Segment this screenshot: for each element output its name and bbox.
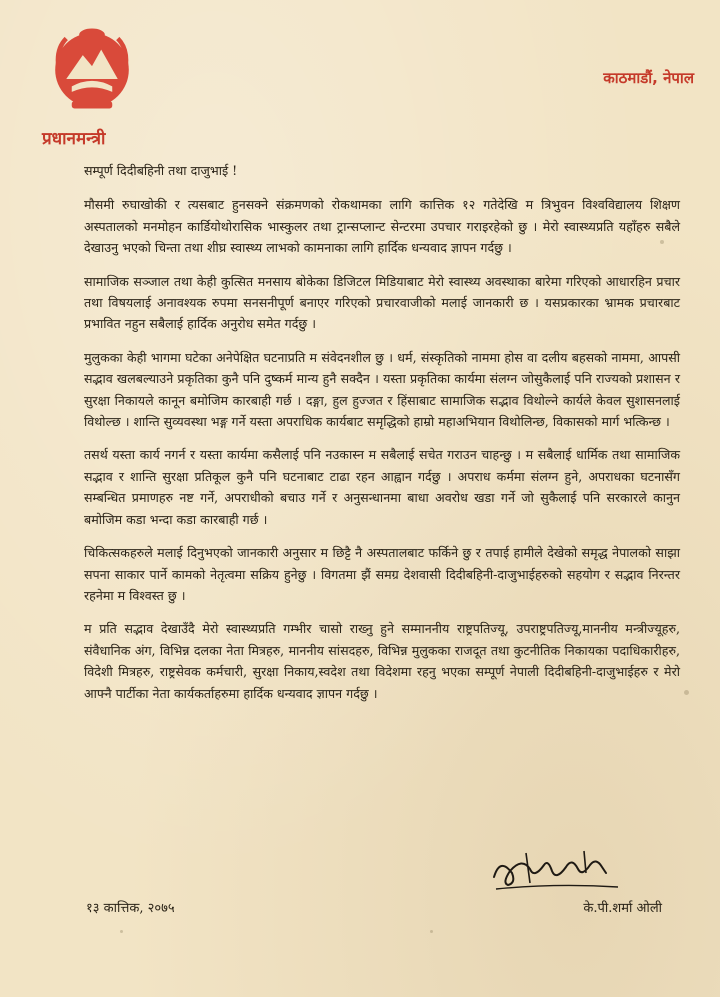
- paper-speck: [660, 240, 664, 244]
- letter-body: [84, 160, 680, 716]
- paper-speck: [684, 690, 689, 695]
- letter-paragraph: मौसमी रुघाखोकी र त्यसबाट हुनसक्ने संक्रमणको रोकथामका लागि कात्तिक १२ गतेदेखि म त्रिभुवन विश्वविद्यालय शिक्षण अस्पतालको मनमोहन कार्डियोथोरासिक भास्कुलर तथा ट्रान्सप्लान्ट सेन्टरमा उपचार गराइरहेको छु । मेरो स्वास्थ्यप्रति यहाँहरु सबैले देखाउनु भएको चिन्ता तथा शीघ्र स्वास्थ्य लाभको कामनाका लागि हार्दिक धन्यवाद ज्ञापन गर्दछु ।: [84, 197, 680, 256]
- letter-paragraph: तसर्थ यस्ता कार्य नगर्न र यस्ता कार्यमा कसैलाई पनि नउकास्न म सबैलाई सचेत गराउन चाहन्छु । म सबैलाई धार्मिक तथा सामाजिक सद्भाव र शान्ति सुरक्षा प्रतिकूल कुनै पनि घटनाबाट टाढा रहन आह्वान गर्दछु । अपराध कर्ममा संलग्न हुने, अपराधका घटनासँग सम्बन्धित प्रमाणहरु नष्ट गर्ने, अपराधीको बचाउ गर्ने र अनुसन्धानमा बाधा अवरोध खडा गर्ने जो सुकैलाई पनि सरकारले कानुन बमोजिम कडा भन्दा कडा कारबाही गर्छ ।: [84, 447, 680, 527]
- letter-salutation: सम्पूर्ण दिदीबहिनी तथा दाजुभाई !: [84, 163, 238, 178]
- letter-paragraph: सामाजिक सञ्जाल तथा केही कुत्सित मनसाय बोकेका डिजिटल मिडियाबाट मेरो स्वास्थ्य अवस्थाका बारेमा गरिएको आधारहिन प्रचार तथा विषयलाई अनावश्यक रुपमा सनसनीपूर्ण बनाएर गरिएको प्रचारवाजीको मलाई जानकारी छ । यसप्रकारका भ्रामक प्रचारबाट प्रभावित नहुन सबैलाई हार्दिक अनुरोध समेत गर्दछु ।: [84, 273, 680, 332]
- paper-speck: [120, 930, 123, 933]
- nepal-emblem-icon: [46, 22, 138, 114]
- letterhead-office-title: प्रधानमन्त्री: [42, 129, 106, 149]
- letter-paragraph: चिकित्सकहरुले मलाई दिनुभएको जानकारी अनुसार म छिट्टै नै अस्पतालबाट फर्किने छु र तपाई हामीले देखेको समृद्ध नेपालको साझा सपना साकार पार्ने कामको नेतृत्वमा सक्रिय हुनेछु । विगतमा झैं समग्र देशवासी दिदीबहिनी-दाजुभाईहरुको सहयोग र सद्भाव निरन्तर रहनेमा म विश्वस्त छु ।: [84, 545, 680, 603]
- letter-paragraph: म प्रति सद्भाव देखाउँदै मेरो स्वास्थ्यप्रति गम्भीर चासो राख्नु हुने सम्माननीय राष्ट्रपतिज्यू, उपराष्ट्रपतिज्यू,माननीय मन्त्रीज्यूहरु, संवैधानिक अंग, विभिन्न दलका नेता मित्रहरु, माननीय सांसदहरु, विभिन्न मुलुकका राजदूत तथा कुटनीतिक निकायका पदाधिकारीहरु, विदेशी मित्रहरु, राष्ट्रसेवक कर्मचारी, सुरक्षा निकाय,स्वदेश तथा विदेशमा रहनु भएका सम्पूर्ण नेपाली दिदीबहिनी-दाजुभाईहरु र मेरो आफ्नै पार्टीका नेता कार्यकर्ताहरुमा हार्दिक धन्यवाद ज्ञापन गर्दछु ।: [84, 621, 680, 701]
- letter-date: १३ कात्तिक, २०७५: [86, 901, 175, 916]
- letterhead-place: काठमाडौं, नेपाल: [603, 69, 694, 87]
- signature-icon: [486, 843, 626, 895]
- letter-paragraph: मुलुकका केही भागमा घटेका अनेपेक्षित घटनाप्रति म संवेदनशील छु । धर्म, संस्कृतिको नाममा होस वा दलीय बहसको नाममा, आपसी सद्भाव खलबल्याउने प्रकृतिका कुनै पनि दुष्कर्म मान्य हुनै सक्दैन । यस्ता प्रकृतिका कार्यमा संलग्न जोसुकैलाई पनि राज्यको प्रशासन र सुरक्षा निकायले कानून बमोजिम कारबाही गर्छ । दङ्गा, हुल हुज्जत र हिंसाबाट सामाजिक सद्भाव विथोल्ने कार्यले केवल सुशासनलाई विथोल्छ । शान्ति सुव्यवस्था भङ्ग गर्ने यस्ता अपराधिक कार्यबाट समृद्धिको हाम्रो महाअभियान विथोलिन्छ, विकासको मार्ग भत्किन्छ ।: [84, 349, 680, 430]
- paper-speck: [430, 930, 433, 933]
- signer-name: के.पी.शर्मा ओली: [583, 901, 662, 916]
